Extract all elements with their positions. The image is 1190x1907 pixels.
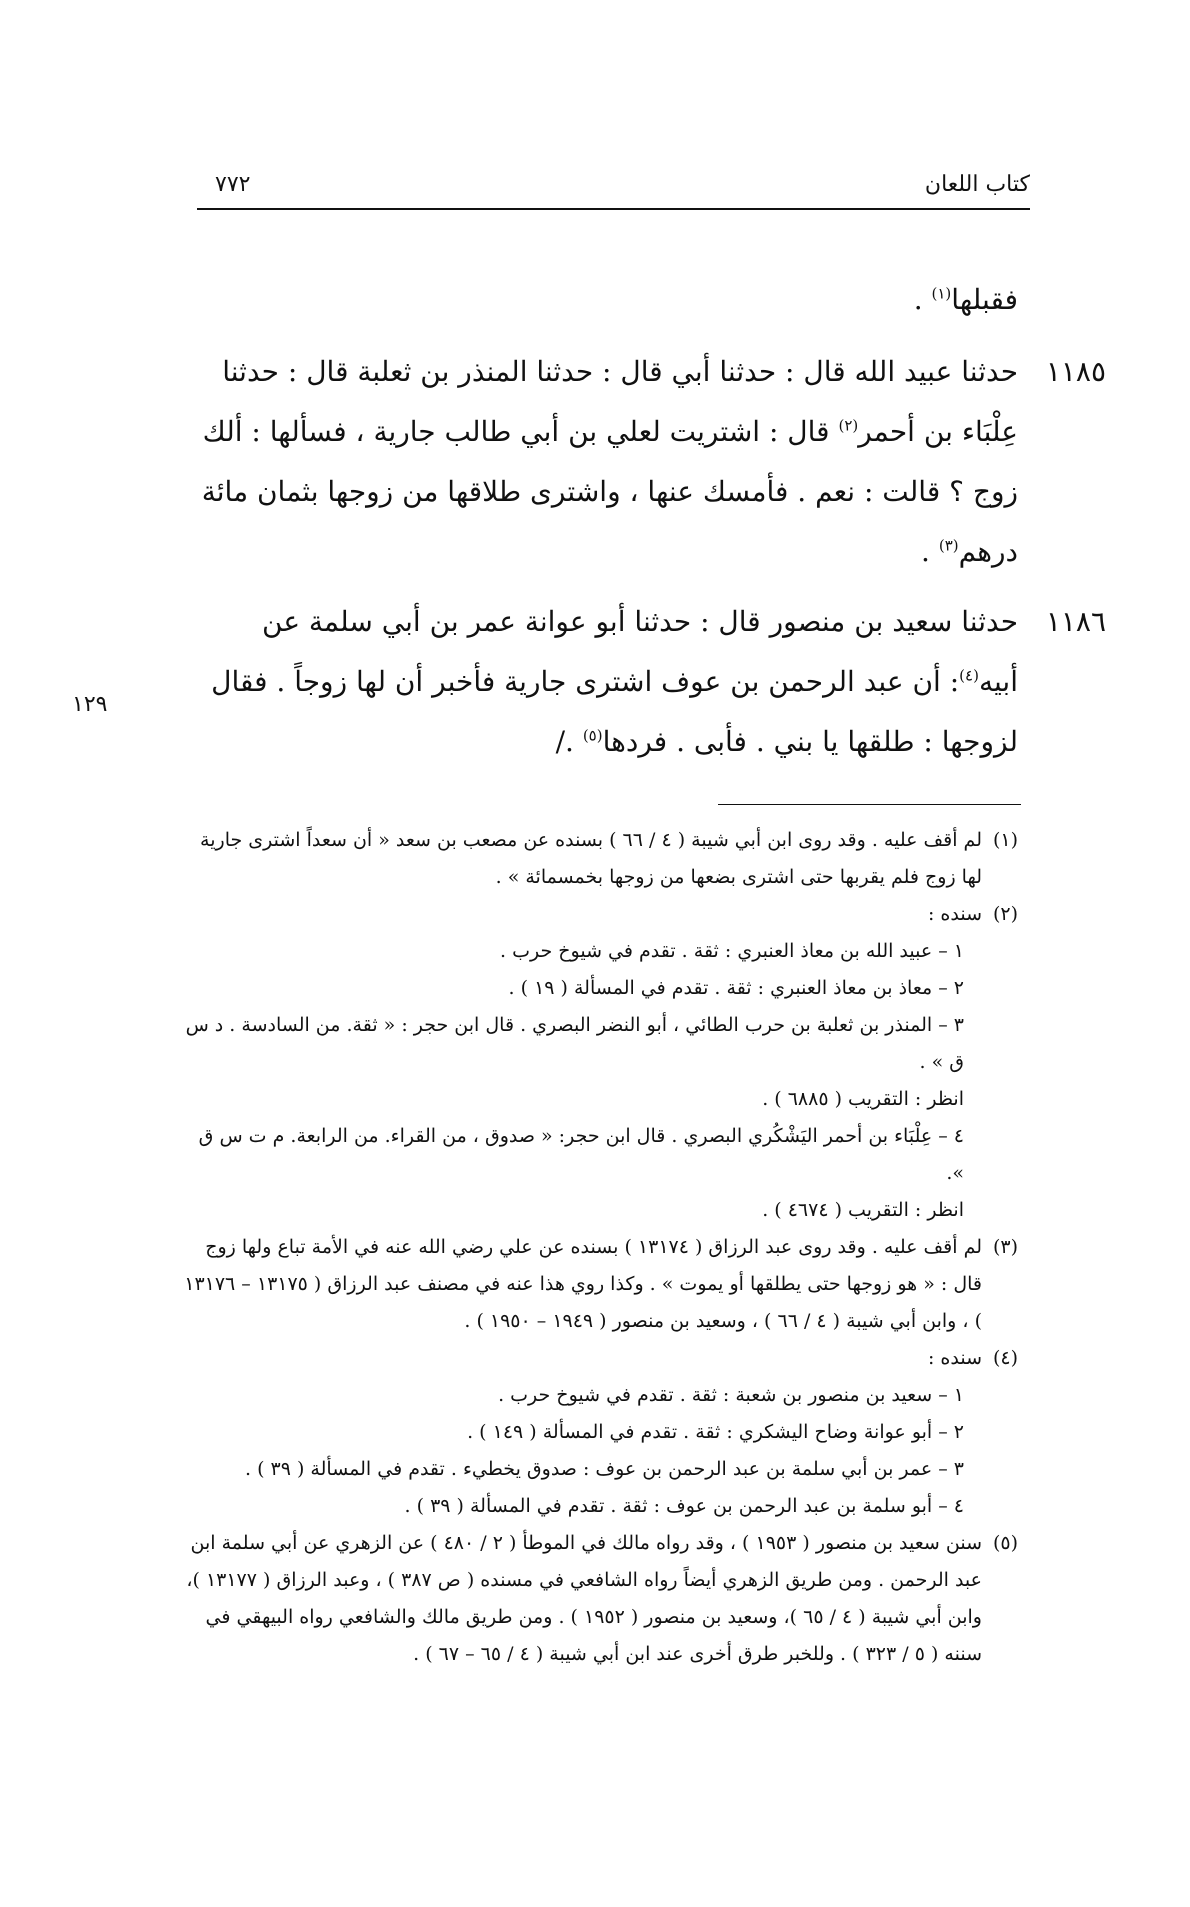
running-header xyxy=(197,168,1030,210)
main-text xyxy=(190,270,1106,782)
isnad-ref: انظر : التقريب ( ٦٨٨٥ ) . xyxy=(762,1088,964,1110)
footnote-3: (٣) لم أقف عليه . وقد روى عبد الرزاق ( ١٣١٧٤ ) بسنده عن علي رضي الله عنه في الأمة تباع ولها زوج قال : « هو زوجها حتى يطلقها أو يموت » . وكذا روي هذا عنه في مصنف عبد الرزاق ( ١٣١٧٥ – ١٣١٧٦ ) ، وابن أبي شيبة ( ٤ / ٦٦ ) ، وسعيد بن منصور ( ١٩٤٩ – ١٩٥٠ ) . xyxy=(184,1236,1018,1332)
isnad-line: ٣ – المنذر بن ثعلبة بن حرب الطائي ، أبو النضر البصري . قال ابن حجر : « ثقة. من السادسة . د س ق » . xyxy=(185,1014,964,1073)
footnote-ref: (٥) xyxy=(582,726,603,745)
footnote-ref: (٤) xyxy=(959,666,979,685)
hadith-number: ١١٨٦ xyxy=(1045,605,1106,638)
footnote-2: (٢) سنده : xyxy=(927,903,1018,925)
footnote-ref: (٣) xyxy=(938,536,959,555)
continued-text: فقبلها$^{(١)}$ . xyxy=(913,283,1018,316)
margin-page-marker: ١٢٩ xyxy=(72,692,108,717)
footnotes xyxy=(178,822,1018,1673)
footnote-ref: (١) xyxy=(931,284,952,303)
footnote-separator xyxy=(718,804,1021,805)
isnad-line: ٢ – معاذ بن معاذ العنبري : ثقة . تقدم في المسألة ( ١٩ ) . xyxy=(508,977,964,999)
hadith-1186: ١١٨٦ حدثنا سعيد بن منصور قال : حدثنا أبو عوانة عمر بن أبي سلمة عن أبيه$^{(٤)}$: أن عبد الرحمن بن عوف اشترى جارية فأخبر أن لها زوجاً . فقال لزوجها : طلقها يا بني . فأبى . فردها$^{(٥)}$ ./ xyxy=(190,592,1018,772)
footnote-5: (٥) سنن سعيد بن منصور ( ١٩٥٣ ) ، وقد رواه مالك في الموطأ ( ٢ / ٤٨٠ ) عن الزهري عن أبي سلمة ابن عبد الرحمن . ومن طريق الزهري أيضاً رواه الشافعي في مسنده ( ص ٣٨٧ ) ، وعبد الرزاق ( ١٣١٧٧ )، وابن أبي شيبة ( ٤ / ٦٥ )، وسعيد بن منصور ( ١٩٥٢ ) . ومن طريق مالك والشافعي رواه البيهقي في سننه ( ٥ / ٣٢٣ ) . وللخبر طرق أخرى عند ابن أبي شيبة ( ٤ / ٦٥ – ٦٧ ) . xyxy=(186,1532,1018,1665)
isnad-line: ١ – عبيد الله بن معاذ العنبري : ثقة . تقدم في شيوخ حرب . xyxy=(500,940,964,962)
isnad-line: ٤ – أبو سلمة بن عبد الرحمن بن عوف : ثقة . تقدم في المسألة ( ٣٩ ) . xyxy=(404,1495,964,1517)
footnote-4: (٤) سنده : xyxy=(927,1347,1018,1369)
page-number: ٧٧٢ xyxy=(215,172,251,197)
isnad-line: ٣ – عمر بن أبي سلمة بن عبد الرحمن بن عوف : صدوق يخطيء . تقدم في المسألة ( ٣٩ ) . xyxy=(244,1458,964,1480)
header-title: كتاب اللعان xyxy=(924,172,1030,197)
footnote-ref: (٢) xyxy=(838,416,859,435)
isnad-line: ٤ – عِلْبَاء بن أحمر اليَشْكُري البصري . قال ابن حجر: « صدوق ، من القراء. من الرابعة. م ت س ق ». xyxy=(198,1125,964,1184)
isnad-line: ٢ – أبو عوانة وضاح اليشكري : ثقة . تقدم في المسألة ( ١٤٩ ) . xyxy=(467,1421,964,1443)
hadith-1185: ١١٨٥ حدثنا عبيد الله قال : حدثنا أبي قال : حدثنا المنذر بن ثعلبة قال : حدثنا عِلْبَاء بن أحمر$^{(٢)}$ قال : اشتريت لعلي بن أبي طالب جارية ، فسألها : ألك زوج ؟ قالت : نعم . فأمسك عنها ، واشترى طلاقها من زوجها بثمان مائة درهم$^{(٣)}$ . xyxy=(190,342,1018,582)
footnote-1: (١) لم أقف عليه . وقد روى ابن أبي شيبة ( ٤ / ٦٦ ) بسنده عن مصعب بن سعد « أن سعداً اشترى جارية لها زوج فلم يقربها حتى اشترى بضعها من زوجها بخمسمائة » . xyxy=(200,829,1018,888)
isnad-ref: انظر : التقريب ( ٤٦٧٤ ) . xyxy=(762,1199,964,1221)
isnad-line: ١ – سعيد بن منصور بن شعبة : ثقة . تقدم في شيوخ حرب . xyxy=(498,1384,964,1406)
hadith-number: ١١٨٥ xyxy=(1045,355,1106,388)
